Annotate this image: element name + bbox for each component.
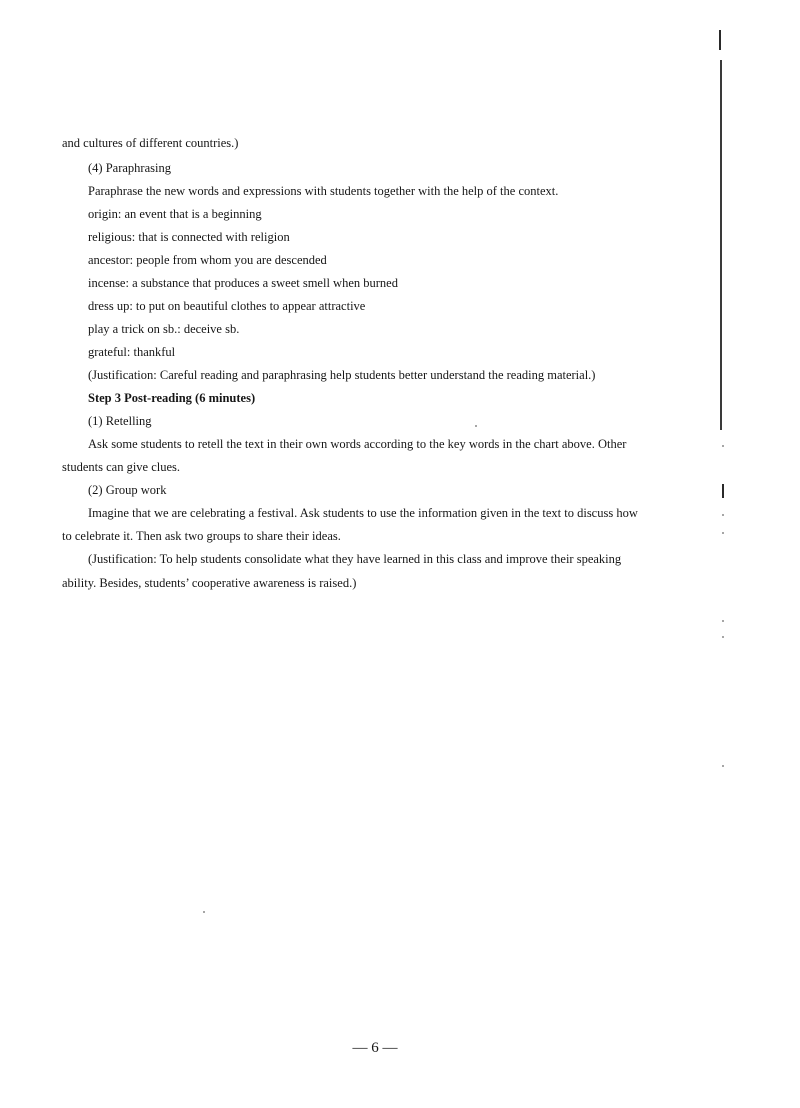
definition-incense: incense: a substance that produces a sweet smell when burned [88, 276, 398, 290]
definition-dress-up: dress up: to put on beautiful clothes to appear attractive [88, 299, 366, 313]
text-line: students can give clues. [62, 460, 181, 474]
page-number: — 6 — [352, 1040, 398, 1056]
text-line: to celebrate it. Then ask two groups to share their ideas. [62, 529, 341, 543]
text-line: Paraphrase the new words and expressions with students together with the help of the context. [88, 184, 559, 198]
scan-speck [475, 425, 477, 427]
scan-speck [722, 532, 724, 534]
section-heading-retelling: (1) Retelling [88, 414, 152, 428]
text-line: and cultures of different countries.) [62, 136, 239, 150]
scan-speck [722, 445, 724, 447]
scan-edge-mark [722, 484, 724, 498]
scan-speck [722, 636, 724, 638]
definition-play-a-trick: play a trick on sb.: deceive sb. [88, 322, 240, 336]
section-heading-group-work: (2) Group work [88, 483, 167, 497]
text-line: Imagine that we are celebrating a festival. Ask students to use the information given in the text to discuss how [88, 506, 638, 520]
step-heading: Step 3 Post-reading (6 minutes) [88, 391, 256, 405]
scan-speck [722, 514, 724, 516]
definition-origin: origin: an event that is a beginning [88, 207, 262, 221]
scan-edge-mark [719, 30, 721, 50]
text-line: ability. Besides, students’ cooperative awareness is raised.) [62, 576, 357, 590]
definition-religious: religious: that is connected with religion [88, 230, 290, 244]
definition-ancestor: ancestor: people from whom you are descended [88, 253, 327, 267]
scan-speck [722, 765, 724, 767]
section-heading-paraphrasing: (4) Paraphrasing [88, 161, 171, 175]
scan-speck [722, 620, 724, 622]
scan-edge-line [720, 60, 722, 430]
scan-speck [203, 911, 205, 913]
definition-grateful: grateful: thankful [88, 345, 176, 359]
justification-text: (Justification: Careful reading and paraphrasing help students better understand the reading material.) [88, 368, 596, 382]
text-line: Ask some students to retell the text in their own words according to the key words in the chart above. Other [88, 437, 627, 451]
justification-text: (Justification: To help students consolidate what they have learned in this class and improve their speaking [88, 552, 622, 566]
